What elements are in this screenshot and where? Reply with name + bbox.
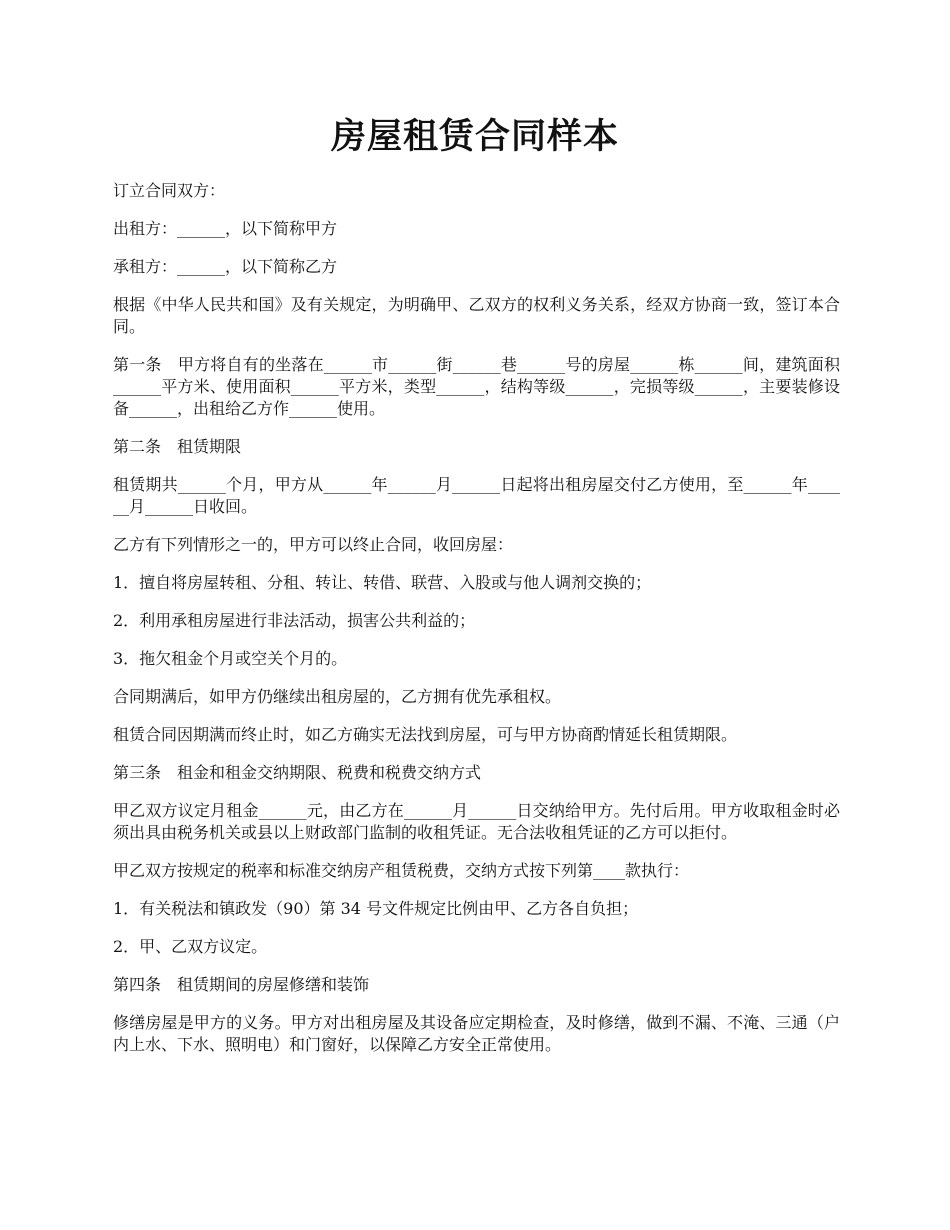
paragraph-article-2-heading: 第二条 租赁期限 xyxy=(113,437,242,456)
paragraph-termination-intro: 乙方有下列情形之一的，甲方可以终止合同，收回房屋： xyxy=(113,535,514,554)
paragraph-priority-renewal: 合同期满后，如甲方仍继续出租房屋的，乙方拥有优先承租权。 xyxy=(113,687,562,706)
paragraph-lease-term: 租赁期共______个月，甲方从______年______月______日起将出租房屋交付乙方使用，至______年______月______日收回。 xyxy=(113,475,840,516)
document-body xyxy=(113,180,840,1072)
paragraph-article-4-heading: 第四条 租赁期间的房屋修缮和装饰 xyxy=(113,975,370,994)
paragraph-extension: 租赁合同因期满而终止时，如乙方确实无法找到房屋，可与甲方协商酌情延长租赁期限。 xyxy=(113,725,738,744)
paragraph-tax-item-1: 1．有关税法和镇政发（90）第 34 号文件规定比例由甲、乙方各自负担； xyxy=(113,899,639,918)
paragraph-lessor: 出租方：______，以下简称甲方 xyxy=(113,219,338,238)
paragraph-article-1: 第一条 甲方将自有的坐落在______市______街______巷______号的房屋______栋______间，建筑面积______平方米、使用面积______平方米，类型______，结构等级______，完损等级______，主要装修设备______，出租给乙方作______使用。 xyxy=(113,355,840,418)
paragraph-tax-payment: 甲乙双方按规定的税率和标准交纳房产租赁税费，交纳方式按下列第____款执行： xyxy=(113,861,690,880)
paragraph-rent-payment: 甲乙双方议定月租金______元，由乙方在______月______日交纳给甲方。先付后用。甲方收取租金时必须出具由税务机关或县以上财政部门监制的收租凭证。无合法收租凭证的乙方可以拒付。 xyxy=(113,801,840,842)
paragraph-termination-item-1: 1．擅自将房屋转租、分租、转让、转借、联营、入股或与他人调剂交换的； xyxy=(113,573,652,592)
paragraph-lessee: 承租方：______，以下简称乙方 xyxy=(113,257,338,276)
paragraph-tax-item-2: 2．甲、乙双方议定。 xyxy=(113,937,268,956)
paragraph-preamble: 根据《中华人民共和国》及有关规定，为明确甲、乙双方的权利义务关系，经双方协商一致，签订本合同。 xyxy=(113,295,840,336)
paragraph-termination-item-3: 3．拖欠租金个月或空关个月的。 xyxy=(113,649,348,668)
document-title: 房屋租赁合同样本 xyxy=(330,116,619,157)
paragraph-repair-duty: 修缮房屋是甲方的义务。甲方对出租房屋及其设备应定期检查，及时修缮，做到不漏、不淹、三通（户内上水、下水、照明电）和门窗好，以保障乙方安全正常使用。 xyxy=(113,1013,840,1054)
paragraph-article-3-heading: 第三条 租金和租金交纳期限、税费和税费交纳方式 xyxy=(113,763,482,782)
paragraph-termination-item-2: 2．利用承租房屋进行非法活动，损害公共利益的； xyxy=(113,611,476,630)
paragraph-parties-heading: 订立合同双方： xyxy=(113,181,226,200)
